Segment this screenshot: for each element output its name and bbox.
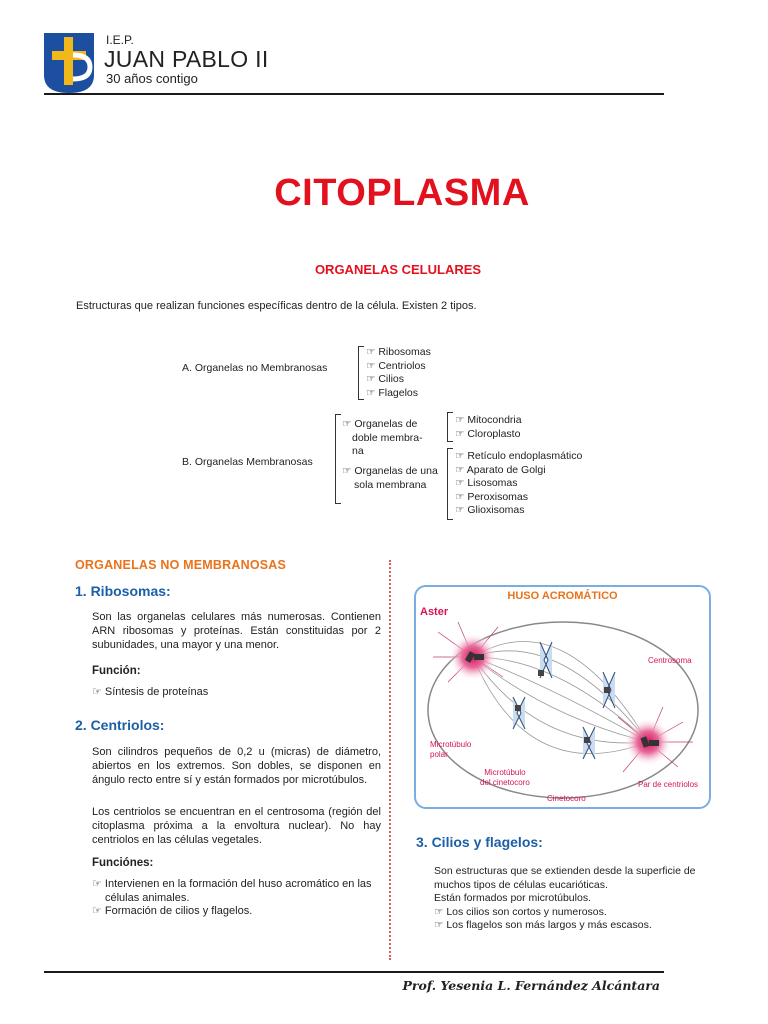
list-item: sola membrana: [354, 478, 427, 491]
list-item: ☞ Lisosomas: [455, 477, 518, 489]
centriolos-text-2: Los centriolos se encuentran en el centrosoma (región del citoplasma próxima a la envoltura nuclear). No hay centriolos en las células vegetales.: [92, 806, 381, 846]
text-line: Son estructuras que se extienden desde la superficie de: [434, 865, 696, 877]
list-item: ☞ Los cilios son cortos y numerosos.: [434, 905, 607, 918]
footer-divider: [44, 971, 664, 973]
list-item: ☞ Flagelos: [366, 386, 419, 399]
double-membrane-brace: [447, 412, 453, 442]
class-b-label: B. Organelas Membranosas: [182, 456, 313, 468]
double-membrane-list: [455, 414, 522, 441]
list-item: ☞ Mitocondria: [455, 414, 522, 426]
text-line: Están formados por microtúbulos.: [434, 892, 591, 904]
header-small-label: I.E.P.: [106, 33, 134, 47]
list-item: ☞ Ribosomas: [366, 346, 431, 358]
label-par-centriolos: Par de centriolos: [638, 780, 699, 789]
class-a-brace: [358, 346, 364, 400]
label-line: Microtúbulo: [430, 740, 472, 749]
centriolos-function-list: [92, 878, 372, 919]
label-aster: Aster: [420, 606, 449, 618]
single-membrane-list: [455, 450, 582, 518]
heading-centriolos: 2. Centriolos:: [75, 717, 165, 733]
list-item: células animales.: [105, 891, 190, 904]
list-item: na: [352, 445, 364, 457]
label-cinetocoro: Cinetocoro: [547, 794, 586, 803]
label-microtubulo-cinetocoro: [480, 768, 530, 788]
list-item: ☞ Retículo endoplasmático: [455, 450, 583, 462]
ribosomas-function-item: ☞ Síntesis de proteínas: [92, 686, 209, 698]
list-item: ☞ Glioxisomas: [455, 504, 525, 516]
list-item: ☞ Los flagelos son más largos y más escasos.: [434, 919, 652, 931]
class-a-list: [366, 346, 431, 400]
single-membrane-brace: [447, 448, 453, 520]
list-item: ☞ Intervienen en la formación del huso acromático en las: [92, 878, 372, 890]
spindle-illustration: [418, 602, 708, 806]
centriolos-text-1: Son cilindros pequeños de 0,2 u (micras) de diámetro, abiertos en los extremos. Son dobles, se disponen en ángulo recto entre sí y están formados por microtúbulos.: [92, 746, 381, 786]
class-b-brace: [335, 414, 341, 504]
list-item: ☞ Peroxisomas: [455, 490, 529, 503]
page-title: CITOPLASMA: [274, 172, 530, 214]
ribosomas-function-label: Función:: [92, 665, 141, 677]
list-item: ☞ Centriolos: [366, 359, 426, 372]
class-b-sub1: [342, 418, 423, 459]
heading-ribosomas: 1. Ribosomas:: [75, 583, 171, 599]
class-b-sub2: [342, 465, 438, 492]
column-divider: [389, 560, 391, 960]
list-item: ☞ Cloroplasto: [455, 427, 521, 440]
school-logo: [44, 33, 94, 93]
intro-text: Estructuras que realizan funciones específicas dentro de la célula. Existen 2 tipos.: [76, 300, 477, 312]
list-item: ☞ Organelas de: [342, 418, 418, 430]
label-line: Microtúbulo: [484, 768, 526, 777]
header-divider: [44, 93, 664, 95]
list-item: ☞ Aparato de Golgi: [455, 463, 546, 476]
list-item: ☞ Cilios: [366, 373, 405, 385]
figure-title: HUSO ACROMÁTICO: [507, 590, 618, 602]
section-title-no-membranosas: ORGANELAS NO MEMBRANOSAS: [75, 558, 287, 572]
school-tagline: 30 años contigo: [106, 71, 198, 86]
label-line: polar: [430, 750, 448, 759]
ribosomas-text: Son las organelas celulares más numerosas. Contienen ARN ribosomas y proteínas. Están constituidas por 2 subunidades, una mayor y una menor.: [92, 611, 381, 651]
label-microtubulo-polar: [430, 740, 471, 760]
list-item: doble membra-: [352, 431, 423, 444]
label-centrosoma: Centrosoma: [648, 656, 692, 665]
page-subtitle: ORGANELAS CELULARES: [314, 262, 482, 277]
list-item: ☞ Organelas de una: [342, 465, 438, 477]
cilios-flagelos-text: [434, 865, 696, 933]
class-a-label: A. Organelas no Membranosas: [182, 362, 328, 374]
centriolos-function-label: Funciónes:: [92, 857, 154, 869]
heading-cilios-flagelos: 3. Cilios y flagelos:: [416, 834, 543, 850]
label-line: del cinetocoro: [480, 778, 530, 787]
school-name: JUAN PABLO II: [104, 46, 269, 72]
list-item: ☞ Formación de cilios y flagelos.: [92, 905, 253, 917]
author-credit: Prof. Yesenia L. Fernández Alcántara: [402, 978, 660, 993]
text-line: muchos tipos de células eucarióticas.: [434, 878, 608, 891]
